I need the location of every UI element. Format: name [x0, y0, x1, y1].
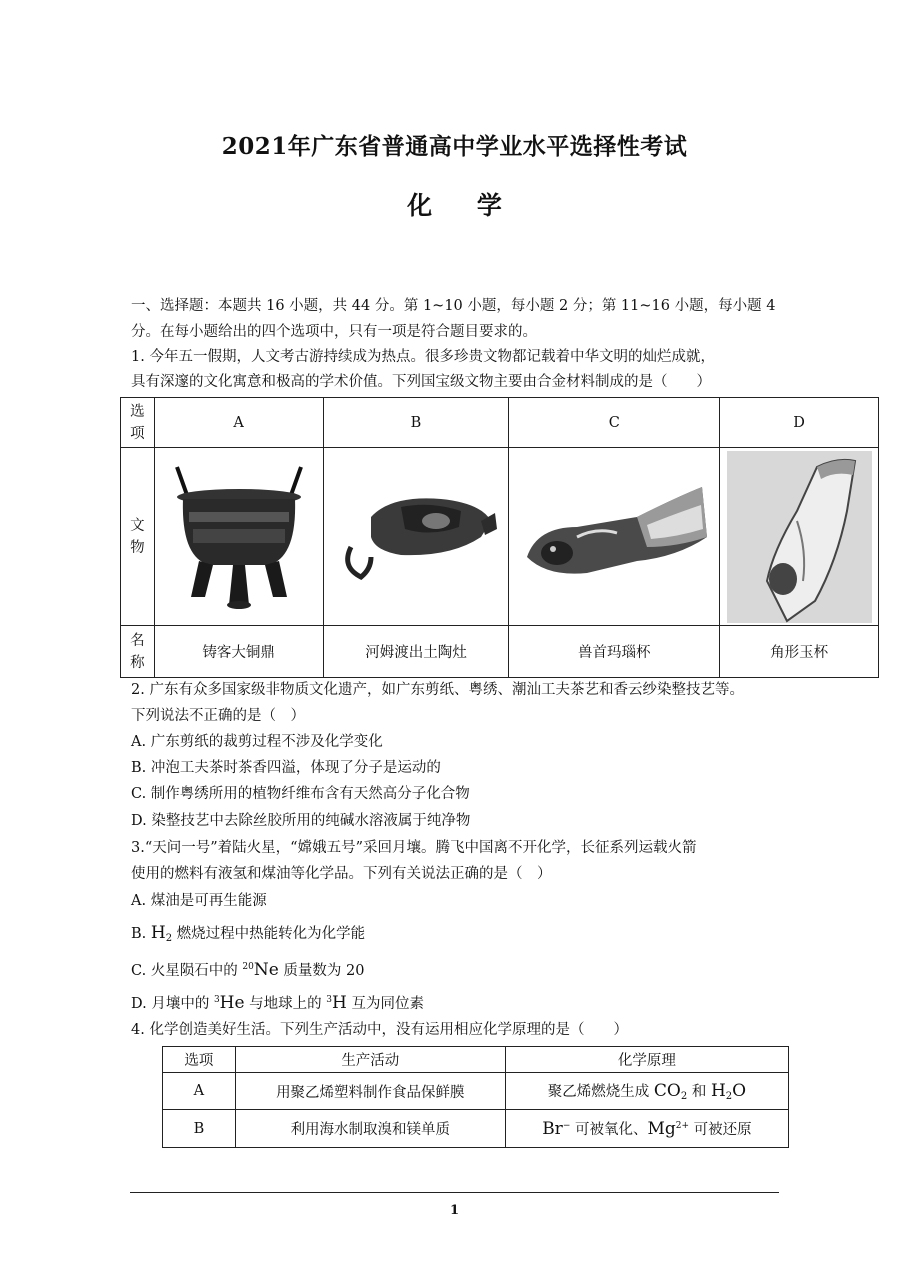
- artifact-d-jade-cup: [720, 448, 879, 626]
- q2-option-c: C. 制作粤绣所用的植物纤维布含有天然高分子化合物: [131, 786, 470, 802]
- q4-stem: 4. 化学创造美好生活。下列生产活动中，没有运用相应化学原理的是（ ）: [131, 1022, 628, 1038]
- q4-row-a-principle: 聚乙烯燃烧生成 $CO_2$ 和 $H_2O$: [505, 1073, 788, 1110]
- artifact-b-pottery-stove: [323, 448, 509, 626]
- q4-table: [162, 1046, 789, 1148]
- subject-title: 化 学: [407, 191, 520, 220]
- footer-divider: [130, 1192, 779, 1193]
- q3-option-d: D. 月壤中的 $^3$He 与地球上的 $^3$H 互为同位素: [131, 993, 424, 1013]
- artifact-b-name: 河姆渡出土陶灶: [323, 626, 509, 678]
- section-intro-line-1: 一、选择题：本题共 16 小题，共 44 分。第 1~10 小题，每小题 2 分；第 11~16 小题，每小题 4: [131, 298, 776, 314]
- q4-row-b-principle: Br− 可被氧化、$Mg^{2+}$ 可被还原: [505, 1110, 788, 1148]
- artifact-c-name: 兽首玛瑙杯: [509, 626, 720, 678]
- bronze-ding-image: [159, 457, 319, 617]
- q3-option-c: C. 火星陨石中的 $^{20}$Ne 质量数为 20: [131, 960, 365, 980]
- q4-header-activity: 生产活动: [235, 1047, 505, 1073]
- option-c-header: C: [509, 398, 720, 448]
- q1-stem-line-2: 具有深邃的文化寓意和极高的学术价值。下列国宝级文物主要由合金材料制成的是（ ）: [131, 374, 711, 390]
- artifact-d-name: 角形玉杯: [720, 626, 879, 678]
- q4-row-b-option: B: [163, 1110, 236, 1148]
- q4-header-principle: 化学原理: [505, 1047, 788, 1073]
- q4-row-b-activity: 利用海水制取溴和镁单质: [235, 1110, 505, 1148]
- agate-cup-image: [517, 477, 712, 597]
- q2-option-b: B. 冲泡工夫茶时茶香四溢，体现了分子是运动的: [131, 760, 441, 776]
- section-intro-line-2: 分。在每小题给出的四个选项中，只有一项是符合题目要求的。: [131, 324, 537, 340]
- artifact-a-name: 铸客大铜鼎: [154, 626, 323, 678]
- q2-option-d: D. 染整技艺中去除丝胶所用的纯碱水溶液属于纯净物: [131, 813, 471, 829]
- option-b-header: B: [323, 398, 509, 448]
- q2-stem-line-1: 2. 广东有众多国家级非物质文化遗产，如广东剪纸、粤绣、潮汕工夫茶艺和香云纱染整技艺等。: [131, 682, 744, 698]
- q3-option-b: B. $H_2$ 燃烧过程中热能转化为化学能: [131, 923, 366, 944]
- q2-option-a: A. 广东剪纸的裁剪过程不涉及化学变化: [131, 734, 383, 750]
- q1-stem-line-1: 1. 今年五一假期，人文考古游持续成为热点。很多珍贵文物都记载着中华文明的灿烂成就，: [131, 349, 715, 365]
- q3-stem-line-1: 3.“天问一号”着陆火星，“嫦娥五号”采回月壤。腾飞中国离不开化学，长征系列运载火箭: [131, 840, 697, 856]
- option-d-header: D: [720, 398, 879, 448]
- option-a-header: A: [154, 398, 323, 448]
- row-header-option: 选 项: [121, 398, 155, 448]
- q4-row-a-option: A: [163, 1073, 236, 1110]
- q1-artifact-table: [120, 397, 879, 678]
- page-number: 1: [449, 1203, 460, 1218]
- q3-option-a: A. 煤油是可再生能源: [131, 893, 267, 909]
- q4-row-a-activity: 用聚乙烯塑料制作食品保鲜膜: [235, 1073, 505, 1110]
- row-header-name: 名 称: [121, 626, 155, 678]
- row-header-artifact: 文 物: [121, 448, 155, 626]
- exam-title: 2021年广东省普通高中学业水平选择性考试: [221, 133, 688, 160]
- pottery-stove-image: [331, 477, 501, 597]
- artifact-a-bronze-ding: [154, 448, 323, 626]
- q4-header-option: 选项: [163, 1047, 236, 1073]
- q2-stem-line-2: 下列说法不正确的是（ ）: [131, 708, 305, 724]
- artifact-c-agate-cup: [509, 448, 720, 626]
- q3-stem-line-2: 使用的燃料有液氢和煤油等化学品。下列有关说法正确的是（ ）: [131, 866, 552, 882]
- jade-cup-image: [727, 451, 872, 623]
